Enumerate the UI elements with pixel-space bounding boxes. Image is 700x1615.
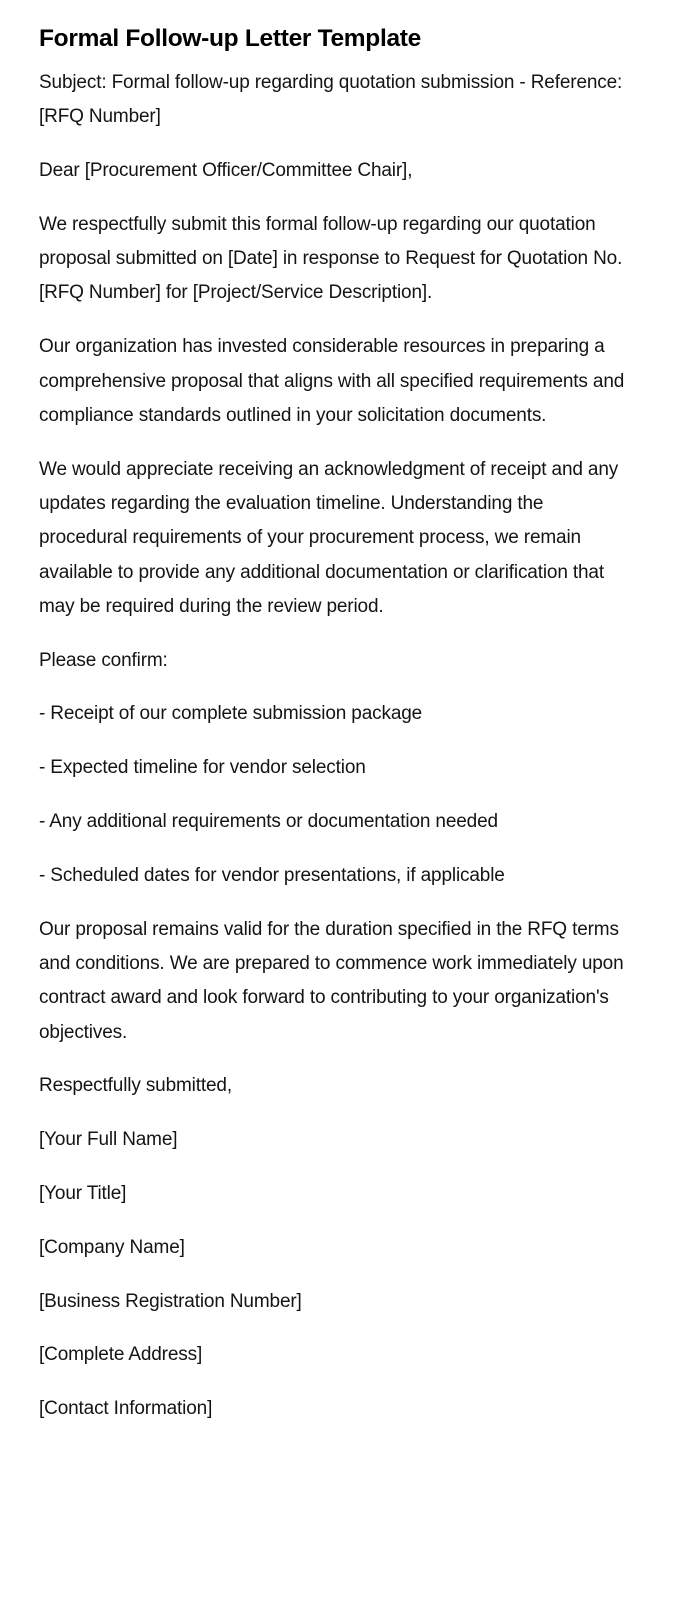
confirm-item: - Scheduled dates for vendor presentations, if applicable bbox=[39, 864, 505, 886]
body-paragraph: We respectfully submit this formal follow-up regarding our quotation proposal submitted on [Date] in response to Request for Quotation No. [RFQ Number] for [Project/Service Description]. bbox=[39, 213, 623, 304]
signature-name: [Your Full Name] bbox=[39, 1129, 178, 1151]
signature-title: [Your Title] bbox=[39, 1182, 127, 1204]
confirm-item: - Expected timeline for vendor selection bbox=[39, 757, 366, 779]
signature-company: [Company Name] bbox=[39, 1236, 185, 1258]
document-title: Formal Follow-up Letter Template bbox=[39, 25, 421, 52]
subject-line: Subject: Formal follow-up regarding quotation submission - Reference: [RFQ Number] bbox=[39, 72, 623, 128]
confirm-item: - Any additional requirements or documentation needed bbox=[39, 811, 498, 833]
body-paragraph: Our organization has invested considerable resources in preparing a comprehensive proposal that aligns with all specified requirements and compliance standards outlined in your solicitation documents. bbox=[39, 336, 625, 426]
signature-registration: [Business Registration Number] bbox=[39, 1290, 302, 1312]
signature-address: [Complete Address] bbox=[39, 1344, 203, 1366]
salutation: Dear [Procurement Officer/Committee Chair], bbox=[39, 160, 413, 182]
confirm-item: - Receipt of our complete submission package bbox=[39, 703, 423, 725]
body-paragraph: We would appreciate receiving an acknowledgment of receipt and any updates regarding the evaluation timeline. Understanding the procedural requirements of your procurement process, we remain available to provide any additional documentation or clarification that may be required during the review period. bbox=[39, 458, 619, 617]
confirm-intro: Please confirm: bbox=[39, 649, 168, 671]
closing-paragraph: Our proposal remains valid for the duration specified in the RFQ terms and conditions. We are prepared to commence work immediately upon contract award and look forward to contributing to your organization's objectives. bbox=[39, 918, 624, 1043]
sign-off: Respectfully submitted, bbox=[39, 1075, 232, 1097]
signature-contact: [Contact Information] bbox=[39, 1398, 213, 1420]
